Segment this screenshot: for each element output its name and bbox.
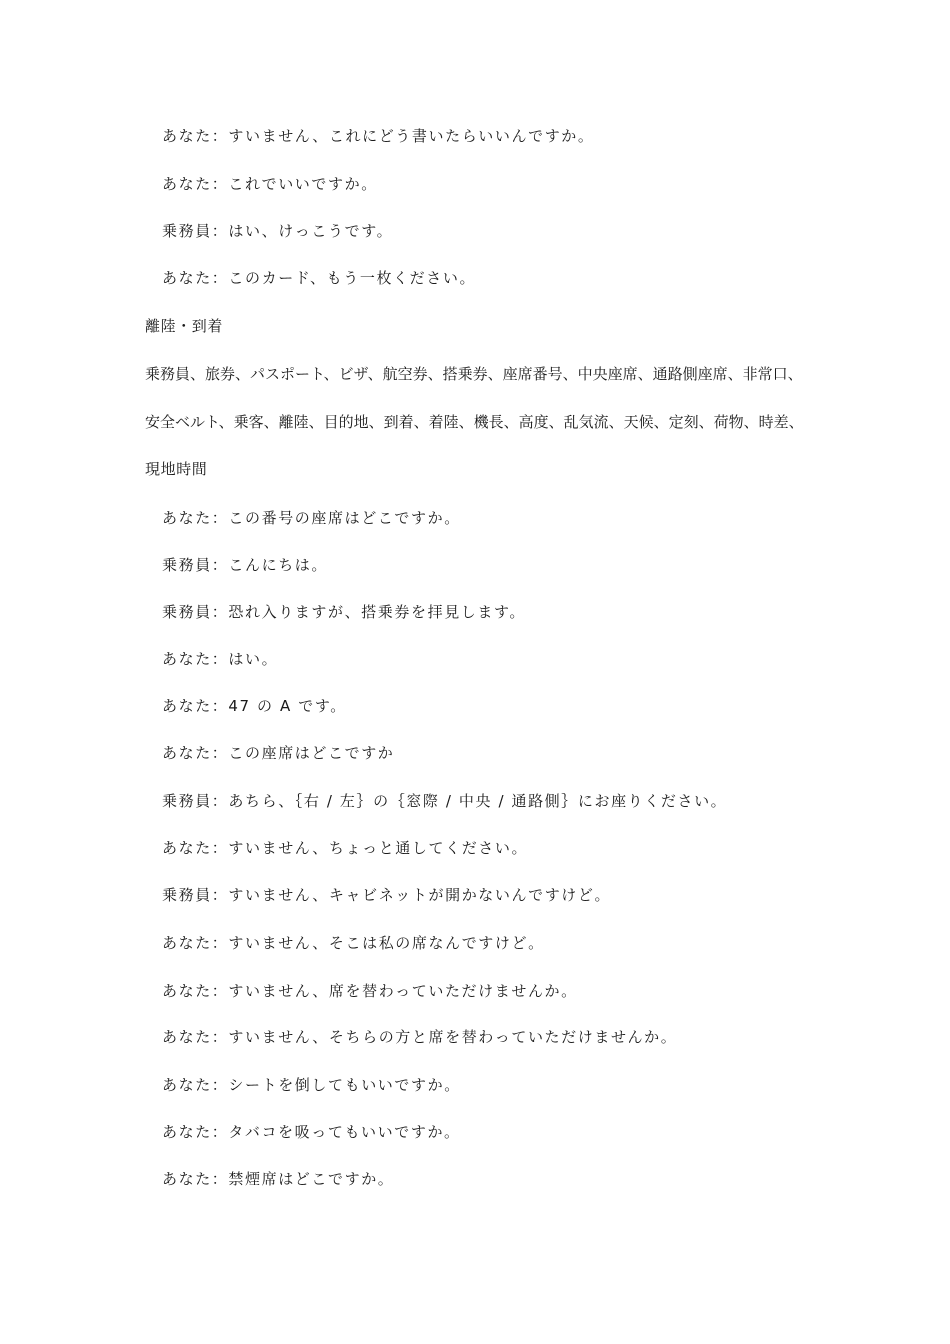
dialogue-text: すいません、そちらの方と席を替わっていただけませんか。 (228, 1028, 678, 1046)
speaker-label: あなた： (162, 697, 229, 715)
section-heading: 離陸・到着 (145, 317, 224, 335)
dialogue-line (162, 126, 595, 146)
speaker-label: あなた： (162, 1123, 229, 1141)
dialogue-line (162, 508, 461, 528)
speaker-label: 乗務員： (162, 603, 229, 621)
dialogue-line (162, 1122, 461, 1142)
dialogue-line (162, 1027, 677, 1047)
dialogue-line (162, 696, 347, 716)
speaker-label: あなた： (162, 1028, 229, 1046)
speaker-label: あなた： (162, 744, 229, 762)
dialogue-text: こんにちは。 (228, 556, 329, 574)
dialogue-text: 47 の A です。 (228, 697, 347, 715)
dialogue-text: このカード、もう一枚ください。 (228, 269, 477, 287)
dialogue-text: はい、けっこうです。 (228, 222, 394, 240)
speaker-label: あなた： (162, 175, 229, 193)
dialogue-text: すいません、ちょっと通してください。 (228, 839, 529, 857)
speaker-label: あなた： (162, 934, 229, 952)
speaker-label: 乗務員： (162, 222, 229, 240)
dialogue-line (162, 838, 528, 858)
speaker-label: あなた： (162, 982, 229, 1000)
dialogue-text: すいません、そこは私の席なんですけど。 (228, 934, 545, 952)
vocabulary-line: 乗務員、旅券、パスポート、ビザ、航空券、搭乗券、座席番号、中央座席、通路側座席、非常口、 (145, 365, 803, 383)
dialogue-text: すいません、これにどう書いたらいいんですか。 (228, 127, 595, 145)
dialogue-text: 恐れ入りますが、搭乗券を拝見します。 (228, 603, 527, 621)
dialogue-line (162, 933, 545, 953)
dialogue-line (162, 743, 394, 763)
speaker-label: 乗務員： (162, 556, 229, 574)
dialogue-line (162, 555, 328, 575)
dialogue-text: すいません、キャビネットが開かないんですけど。 (228, 886, 612, 904)
speaker-label: あなた： (162, 1076, 229, 1094)
dialogue-text: 禁煙席はどこですか。 (228, 1170, 395, 1188)
dialogue-line (162, 649, 278, 669)
dialogue-line (162, 602, 526, 622)
dialogue-text: タバコを吸ってもいいですか。 (228, 1123, 461, 1141)
dialogue-text: あちら、｛右 / 左｝の｛窓際 / 中央 / 通路側｝にお座りください。 (228, 792, 728, 810)
dialogue-line (162, 1169, 394, 1189)
speaker-label: あなた： (162, 269, 229, 287)
speaker-label: 乗務員： (162, 792, 229, 810)
dialogue-line (162, 885, 611, 905)
vocabulary-line: 安全ベルト、乗客、離陸、目的地、到着、着陸、機長、高度、乱気流、天候、定刻、荷物、時差、 (145, 413, 804, 431)
dialogue-text: すいません、席を替わっていただけませんか。 (228, 982, 578, 1000)
dialogue-line (162, 791, 727, 811)
dialogue-text: この座席はどこですか (228, 744, 395, 762)
dialogue-text: この番号の座席はどこですか。 (228, 509, 461, 527)
dialogue-line (162, 174, 378, 194)
dialogue-line (162, 1075, 461, 1095)
dialogue-text: これでいいですか。 (228, 175, 378, 193)
speaker-label: あなた： (162, 1170, 229, 1188)
dialogue-line (162, 221, 393, 241)
vocabulary-line: 現地時間 (145, 460, 208, 478)
speaker-label: あなた： (162, 650, 229, 668)
dialogue-line (162, 981, 578, 1001)
dialogue-text: はい。 (228, 650, 279, 668)
speaker-label: あなた： (162, 509, 229, 527)
speaker-label: あなた： (162, 127, 229, 145)
speaker-label: 乗務員： (162, 886, 229, 904)
dialogue-text: シートを倒してもいいですか。 (228, 1076, 461, 1094)
dialogue-line (162, 268, 476, 288)
speaker-label: あなた： (162, 839, 229, 857)
